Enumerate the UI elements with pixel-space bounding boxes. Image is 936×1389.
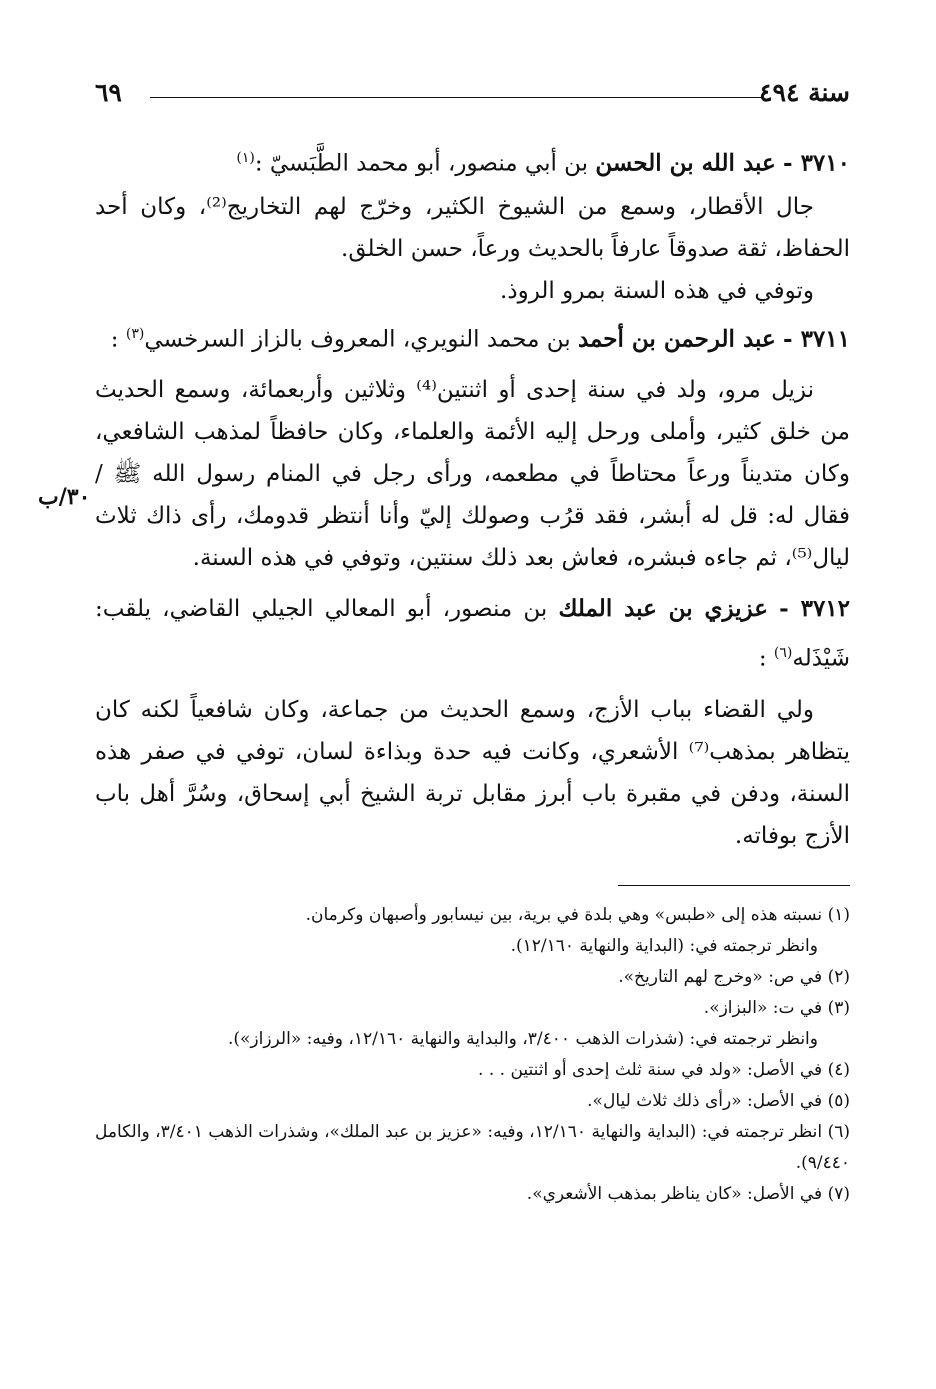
entry-colon: : xyxy=(758,645,774,672)
entry-number: ٣٧١٢ - xyxy=(779,595,851,623)
entry-number: ٣٧١٠ - xyxy=(783,149,850,177)
entry-lineage: بن أبي منصور، أبو محمد الطَّبَسيّ : xyxy=(254,150,596,177)
entry-lineage: بن منصور، أبو المعالي الجيلي القاضي، يلقب: شَيْذَله xyxy=(95,596,850,672)
running-header xyxy=(95,74,850,114)
entry-colon: : xyxy=(110,326,126,353)
footnote-separator xyxy=(618,885,850,886)
header-year-label: سنة ٤٩٤ xyxy=(759,78,850,107)
footnote: وانظر ترجمته في: (البداية والنهاية ١٢/١٦٠). xyxy=(510,936,818,956)
header-rule xyxy=(150,97,762,98)
footnote: وانظر ترجمته في: (شذرات الذهب ٣/٤٠٠، والبداية والنهاية ١٢/١٦٠، وفيه: «الرزاز»). xyxy=(227,1029,818,1049)
entry-paragraph: نزيل مرو، ولد في سنة إحدى أو اثنتين⁽⁴⁾ وثلاثين وأربعمائة، وسمع الحديث من خلق كثير، وأملى ورحل إليه الأئمة والعلماء، وكان حافظاً لمذهب الشافعي، وكان متديناً ورعاً محتاطاً في مطعمه، ورأى رجل في المنام رسول الله ﷺ / فقال له: قل له أبشر، فقد قرُب وصولك إليّ وأنا أنتظر قدومك، رأى ذاك ثلاث ليال⁽⁵⁾، ثم جاءه فبشره، فعاش بعد ذلك سنتين، وتوفي في هذه السنة. xyxy=(95,377,850,572)
footnote: (٥) في الأصل: «رأى ذلك ثلاث ليال». xyxy=(587,1091,850,1111)
footnote-ref: (١) xyxy=(236,150,255,166)
entry-heading xyxy=(95,136,850,186)
margin-folio-note: ٣٠/ب xyxy=(38,484,91,510)
footnotes xyxy=(95,900,850,1210)
footnote: (١) نسبته هذه إلى «طبس» وهي بلدة في برية، بين نيسابور وأصبهان وكرمان. xyxy=(305,905,850,925)
entry-paragraph: وتوفي في هذه السنة بمرو الروذ. xyxy=(500,277,814,304)
entry-paragraph: ولي القضاء بباب الأزج، وسمع الحديث من جماعة، وكان شافعياً لكنه كان يتظاهر بمذهب⁽⁷⁾ الأشعري، وكانت فيه حدة وبذاءة لسان، توفي في صفر هذه السنة، ودفن في مقبرة باب أبرز مقابل تربة الشيخ أبي إسحاق، وسُرَّ أهل باب الأزج بوفاته. xyxy=(95,696,851,849)
entry-heading xyxy=(95,312,850,362)
entry-name: عزيزي بن عبد الملك xyxy=(558,595,768,623)
footnote: (٣) في ت: «البزاز». xyxy=(703,998,850,1018)
main-text xyxy=(95,136,850,857)
entry-number: ٣٧١١ - xyxy=(783,325,850,353)
entry-name: عبد الله بن الحسن xyxy=(595,149,776,177)
footnote: (٤) في الأصل: «ولد في سنة ثلث إحدى أو اثنتين . . . xyxy=(478,1060,850,1080)
entry-lineage: بن محمد النويري، المعروف بالزاز السرخسي xyxy=(144,326,578,353)
footnote-ref: (٦) xyxy=(773,645,793,662)
entry-paragraph: جال الأقطار، وسمع من الشيوخ الكثير، وخرّج لهم التخاريج⁽²⁾، وكان أحد الحفاظ، ثقة صدوقاً عارفاً بالحديث ورعاً، حسن الخلق. xyxy=(95,193,850,262)
footnote: (٦) انظر ترجمته في: (البداية والنهاية ١٢/١٦٠، وفيه: «عزيز بن عبد الملك»، وشذرات الذهب ٣/٤٠١، والكامل ٩/٤٤٠). xyxy=(95,1122,851,1173)
page-number: ٦٩ xyxy=(95,78,122,107)
footnote: (٧) في الأصل: «كان يناظر بمذهب الأشعري». xyxy=(526,1184,850,1204)
footnote-ref: (٣) xyxy=(125,325,145,342)
footnote: (٢) في ص: «وخرج لهم التاريخ». xyxy=(618,967,850,987)
entry-heading xyxy=(95,587,850,681)
entry-name: عبد الرحمن بن أحمد xyxy=(577,325,776,353)
